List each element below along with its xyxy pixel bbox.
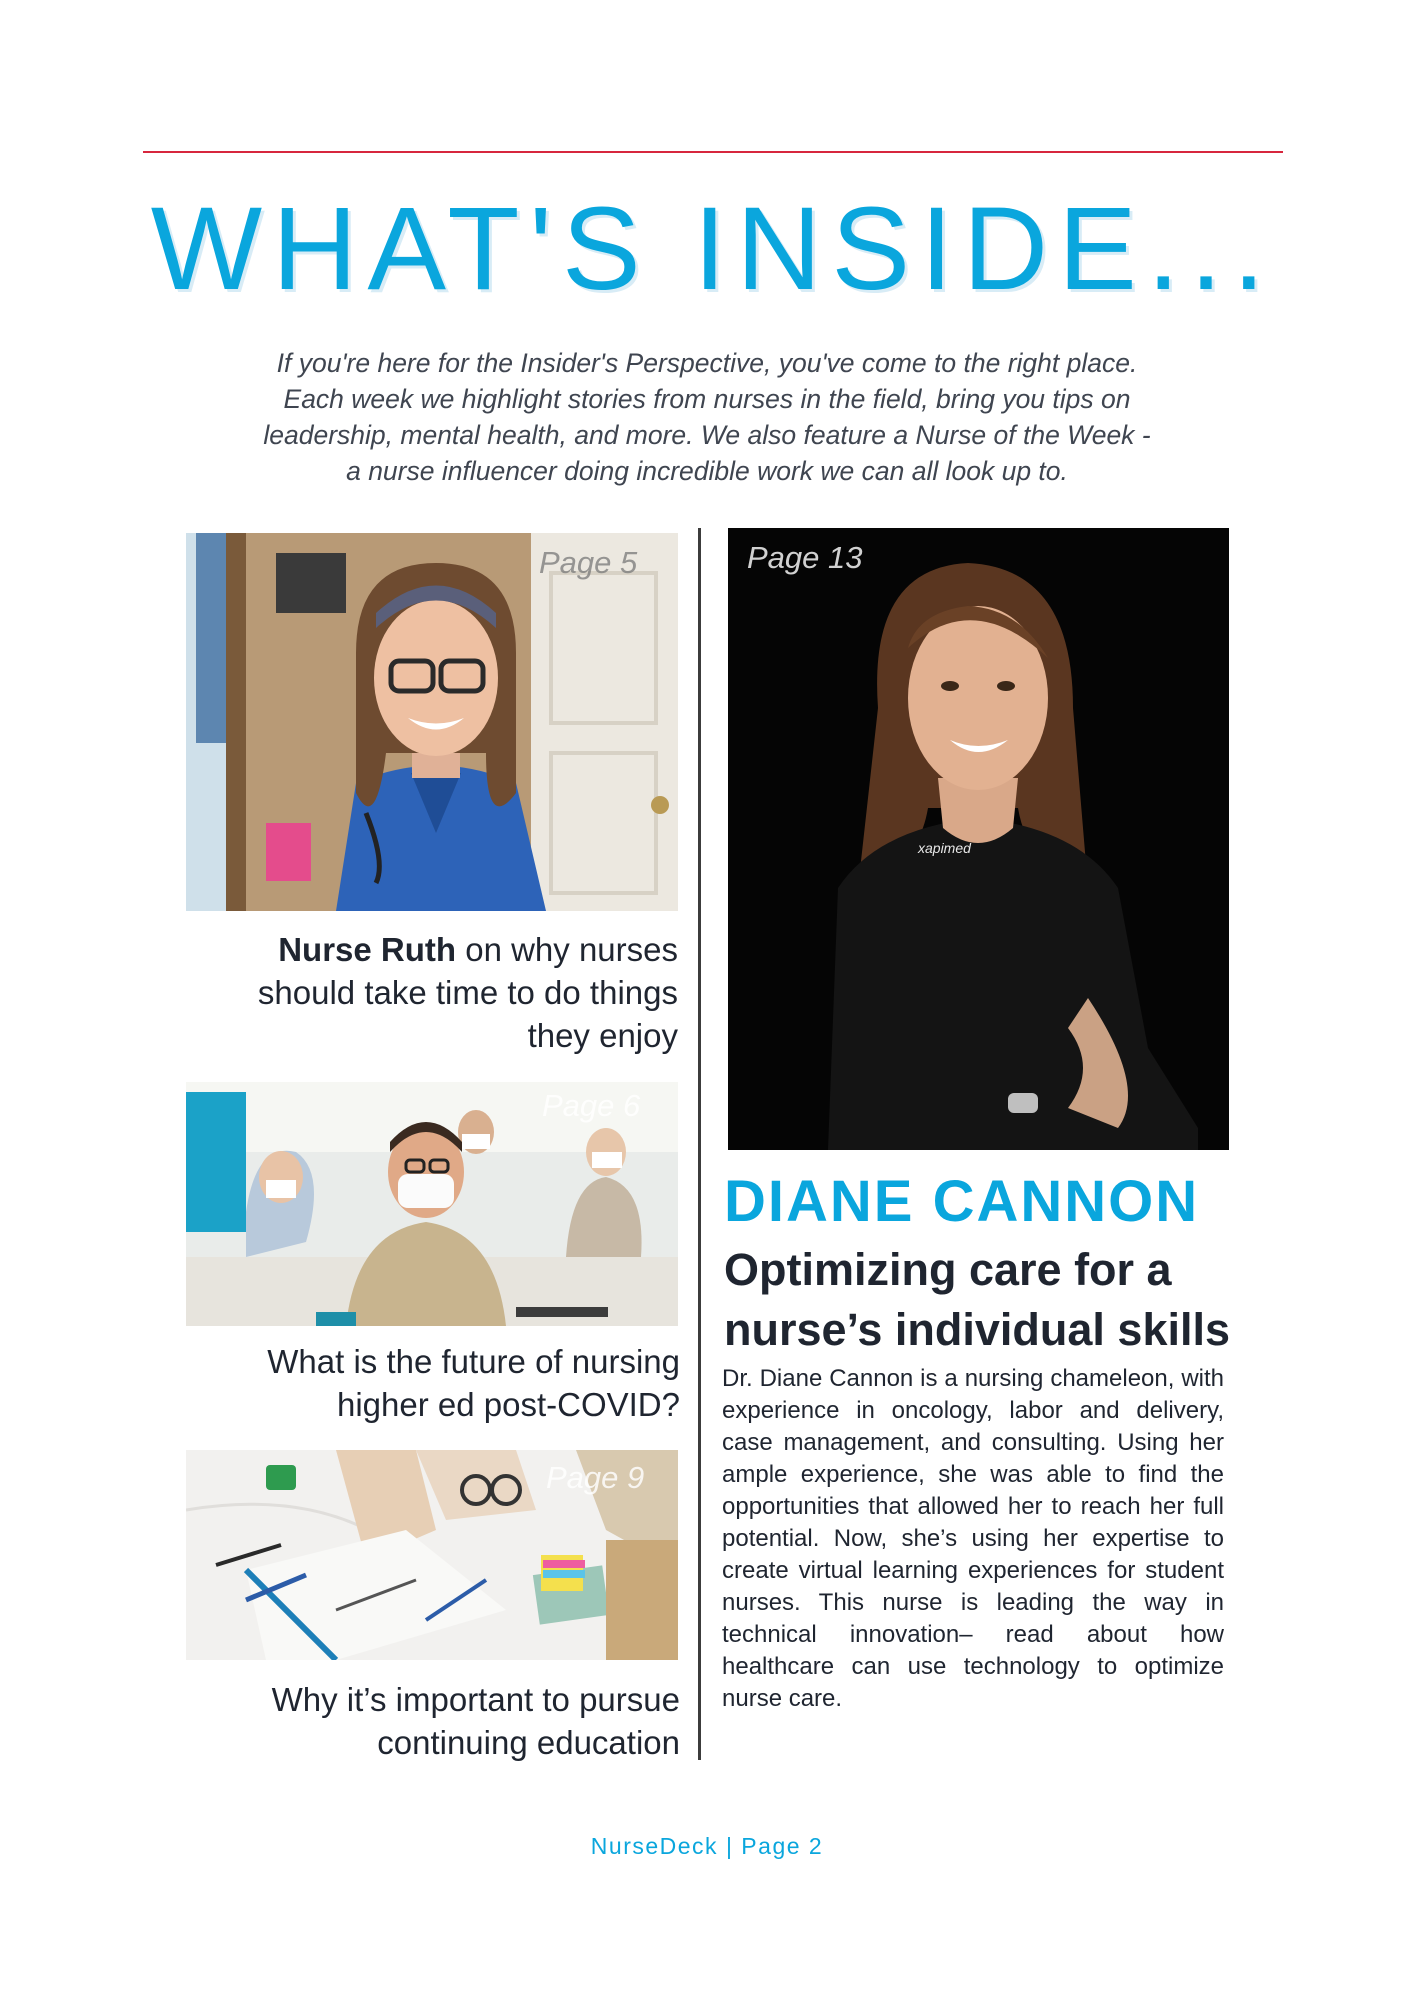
study-desk-photo[interactable] xyxy=(186,1450,678,1660)
nurse-ruth-name: Nurse Ruth xyxy=(278,931,457,968)
column-divider xyxy=(698,528,701,1760)
page-6-label: Page 6 xyxy=(542,1088,641,1123)
intro-line: If you're here for the Insider's Perspective, you've come to the right place. xyxy=(276,348,1138,378)
feature-name: DIANE CANNON xyxy=(724,1169,1200,1234)
page-13-label: Page 13 xyxy=(747,540,863,575)
diane-cannon-photo[interactable] xyxy=(728,528,1229,1150)
future-nursing-caption[interactable]: What is the future of nursing higher ed post-COVID? xyxy=(267,1343,680,1423)
nurse-ruth-caption-text: on why nurses should take time to do things they enjoy xyxy=(257,931,678,1054)
nurse-ruth-photo[interactable] xyxy=(186,533,678,911)
page-title: WHAT'S INSIDE... xyxy=(150,183,1276,315)
classroom-photo[interactable] xyxy=(186,1082,678,1326)
continuing-education-caption[interactable]: Why it’s important to pursue continuing education xyxy=(271,1681,680,1761)
intro-line: Each week we highlight stories from nurses in the field, bring you tips on xyxy=(283,384,1131,414)
nurse-ruth-caption[interactable] xyxy=(200,928,678,1057)
feature-body: Dr. Diane Cannon is a nursing chameleon, with experience in oncology, labor and delivery, case management, and consulting. Using her ample experience, she was able to find the opportunities that allowed her to reach her full potential. Now, she’s using her expertise to create virtual learning experiences for student nurses. This nurse is leading the way in technical innovation– read about how healthcare can use technology to optimize nurse care. xyxy=(722,1365,1224,1712)
page-9-label: Page 9 xyxy=(546,1460,645,1495)
diane-portrait-illustration xyxy=(728,528,1229,1150)
shirt-logo-text: xapimed xyxy=(918,840,971,856)
feature-subtitle: Optimizing care for a nurse’s individual skills xyxy=(724,1244,1231,1355)
page-footer: NurseDeck | Page 2 xyxy=(590,1833,824,1859)
intro-line: a nurse influencer doing incredible work we can all look up to. xyxy=(346,456,1068,486)
top-rule xyxy=(143,151,1283,153)
nurse-portrait-illustration xyxy=(186,533,678,911)
intro-line: leadership, mental health, and more. We also feature a Nurse of the Week - xyxy=(263,420,1151,450)
page-5-label: Page 5 xyxy=(539,545,638,580)
intro-paragraph xyxy=(190,345,1224,489)
